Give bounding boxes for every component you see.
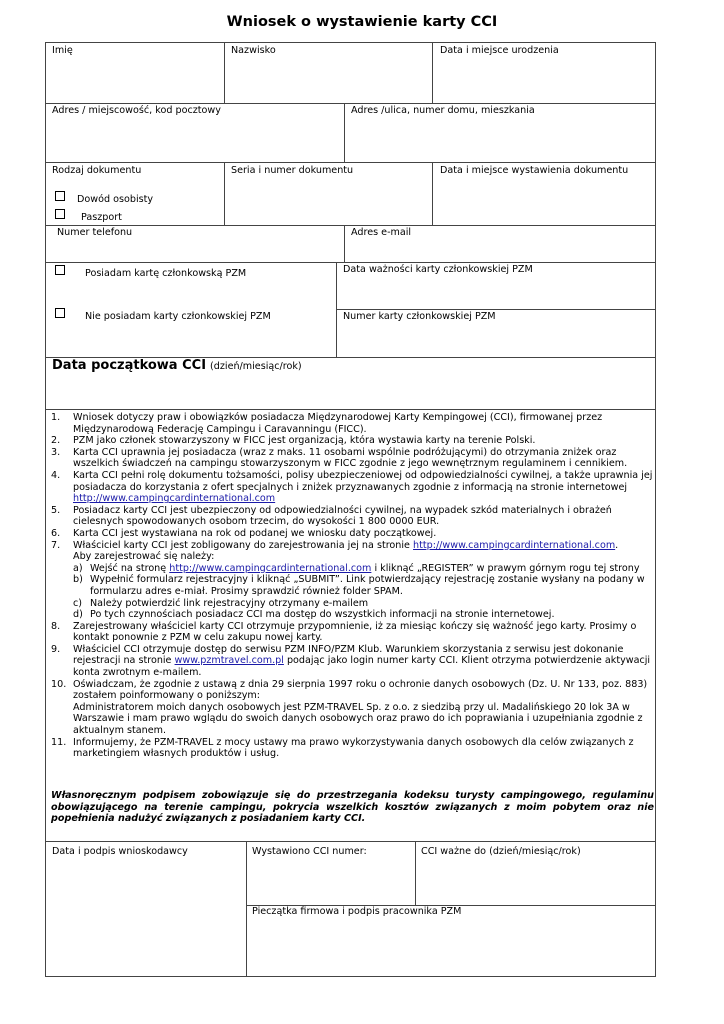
list-item: 11. Informujemy, że PZM-TRAVEL z mocy ustawy ma prawo wykorzystywania danych osobowych dla celów związanych z marketingiem własnych produktów i usług. bbox=[51, 736, 634, 760]
pieczatka-label: Pieczątka firmowa i podpis pracownika PZM bbox=[252, 906, 462, 917]
list-item: 4. Karta CCI pełni rolę dokumentu tożsamości, polisy ubezpieczeniowej od odpowiedzialności cywilnej, a także uprawnia jej posiadacza do korzystania z ofert specjalnych i zniżek przyznawanych zgodnie z informacją na stronie internetowej http://www.campingcardinternational.com bbox=[51, 469, 653, 505]
registration-steps bbox=[73, 563, 655, 621]
list-item: 1. Wniosek dotyczy praw i obowiązków posiadacza Międzynarodowej Karty Kempingowej (CCI), firmowanej przez Międzynarodową Federację Campingu i Caravanningu (FICC). bbox=[51, 412, 603, 435]
pzmtravel-link[interactable]: www.pzmtravel.com.pl bbox=[174, 655, 284, 667]
paszport-label: Paszport bbox=[81, 212, 122, 223]
podpis-label: Data i podpis wnioskodawcy bbox=[52, 846, 188, 857]
list-item: c) Należy potwierdzić link rejestracyjny otrzymany e-mailem bbox=[73, 597, 369, 609]
list-item: b) Wypełnić formularz rejestracyjny i kliknąć „SUBMIT”. Link potwierdzający rejestrację zostanie wysłany na podany w formularzu adres e-miał. Prosimy sprawdzić również folder SPAM. bbox=[73, 574, 645, 597]
telefon-label: Numer telefonu bbox=[57, 227, 133, 238]
data-wystawienia-label: Data i miejsce wystawienia dokumentu bbox=[440, 165, 629, 176]
posiadam-checkbox[interactable] bbox=[55, 265, 65, 275]
list-item: a) Wejść na stronę http://www.campingcardinternational.com i kliknąć „REGISTER” w prawym górnym rogu tej strony bbox=[73, 562, 640, 574]
terms-list bbox=[51, 412, 655, 760]
page-title: Wniosek o wystawienie karty CCI bbox=[226, 14, 498, 30]
list-item: 7. Właściciel karty CCI jest zobligowany do zarejestrowania jej na stronie http://www.campingcardinternational.com. Aby zarejestrować się należy: a) Wejść na stronę http://www.campingcardinternational.com i kliknąć „REGISTER” w prawym górnym rogu tej strony b) Wypełnić formularz rejestracyjny i kliknąć „SUBMIT”. Link potwierdzający rejestrację zostanie wysłany na podany w formularzu adres e-miał. Prosimy sprawdzić również folder SPAM. c) Należy potwierdzić link rejestracyjny otrzymany e-mailem d) Po tych czynnościach posiadacz CCI ma dostęp do wszystkich informacji na stronie internetowej. bbox=[51, 540, 655, 621]
wazne-label: CCI ważne do (dzień/miesiąc/rok) bbox=[421, 846, 581, 857]
data-waznosci-label: Data ważności karty członkowskiej PZM bbox=[343, 264, 533, 275]
paszport-checkbox[interactable] bbox=[55, 209, 65, 219]
nie-posiadam-checkbox[interactable] bbox=[55, 308, 65, 318]
dowod-label: Dowód osobisty bbox=[77, 194, 154, 205]
list-item: 8. Zarejestrowany właściciel karty CCI otrzymuje przypomnienie, iż za miesiąc kończy się ważność jego karty. Prosimy o kontakt ponownie z PZM w celu zakupu nowej karty. bbox=[51, 620, 637, 644]
campingcard-link[interactable]: http://www.campingcardinternational.com bbox=[169, 562, 372, 574]
nazwisko-label: Nazwisko bbox=[231, 45, 276, 56]
list-item: 9. Właściciel CCI otrzymuje dostęp do serwisu PZM INFO/PZM Klub. Warunkiem skorzystania z serwisu jest dokonanie rejestracji na stronie www.pzmtravel.com.pl podając jako login numer karty CCI. Klient otrzyma potwierdzenie aktywacji konta zwrotnym e-mailem. bbox=[51, 643, 651, 679]
campingcard-link[interactable]: http://www.campingcardinternational.com bbox=[413, 539, 616, 551]
posiadam-label: Posiadam kartę członkowską PZM bbox=[85, 268, 247, 279]
numer-karty-label: Numer karty członkowskiej PZM bbox=[343, 311, 496, 322]
adres-miejscowosc-label: Adres / miejscowość, kod pocztowy bbox=[52, 105, 221, 116]
data-urodzenia-label: Data i miejsce urodzenia bbox=[440, 45, 559, 56]
list-item: d) Po tych czynnościach posiadacz CCI ma dostęp do wszystkich informacji na stronie internetowej. bbox=[73, 609, 555, 621]
statement: Własnoręcznym podpisem zobowiązuje się do przestrzegania kodeksu turysty campingowego, regulaminu obowiązującego na terenie campingu, pokrycia wszelkich kosztów związanych z moim pobytem oraz nie popełnienia nadużyć związanych z posiadaniem karty CCI. bbox=[51, 790, 654, 825]
imie-label: Imię bbox=[52, 45, 73, 56]
seria-numer-label: Seria i numer dokumentu bbox=[231, 165, 354, 176]
campingcard-link[interactable]: http://www.campingcardinternational.com bbox=[73, 493, 276, 505]
list-item: 2. PZM jako członek stowarzyszony w FICC jest organizacją, która wystawia karty na terenie Polski. bbox=[51, 435, 536, 447]
dowod-checkbox[interactable] bbox=[55, 191, 65, 201]
data-poczatkowa-sub: (dzień/miesiąc/rok) bbox=[210, 361, 302, 372]
wystawiono-label: Wystawiono CCI numer: bbox=[252, 846, 367, 857]
list-item: 6. Karta CCI jest wystawiana na rok od podanej we wniosku daty początkowej. bbox=[51, 527, 437, 539]
podpis-field[interactable] bbox=[45, 841, 247, 977]
adres-ulica-label: Adres /ulica, numer domu, mieszkania bbox=[351, 105, 535, 116]
rodzaj-dokumentu-label: Rodzaj dokumentu bbox=[52, 165, 142, 176]
list-item: 10. Oświadczam, że zgodnie z ustawą z dnia 29 sierpnia 1997 roku o ochronie danych osobowych (Dz. U. Nr 133, poz. 883) zostałem poinformowany o poniższym: Administratorem moich danych osobowych jest PZM-TRAVEL Sp. z o.o. z siedzibą przy ul. Madalińskiego 20 lok 3A w Warszawie i mam prawo wglądu do swoich danych osobowych oraz prawo do ich poprawiania i uzupełniania zgodnie z aktualnym stanem. bbox=[51, 678, 648, 737]
data-poczatkowa-title: Data początkowa CCI bbox=[52, 358, 207, 373]
email-label: Adres e-mail bbox=[351, 227, 412, 238]
list-item: 3. Karta CCI uprawnia jej posiadacza (wraz z maks. 11 osobami wspólnie podróżującymi) do otrzymania zniżek oraz wszelkich świadczeń na campingu stowarzyszonym w FICC zgodnie z jego wewnętrznym regulaminem i cennikiem. bbox=[51, 446, 628, 470]
list-item: 5. Posiadacz karty CCI jest ubezpieczony od odpowiedzialności cywilnej, na wypadek szkód materialnych i obrażeń cielesnych spowodowanych osobom trzecim, do wysokości 1 800 0000 EUR. bbox=[51, 504, 612, 528]
data-poczatkowa-label bbox=[52, 358, 302, 373]
nie-posiadam-label: Nie posiadam karty członkowskiej PZM bbox=[85, 311, 271, 322]
